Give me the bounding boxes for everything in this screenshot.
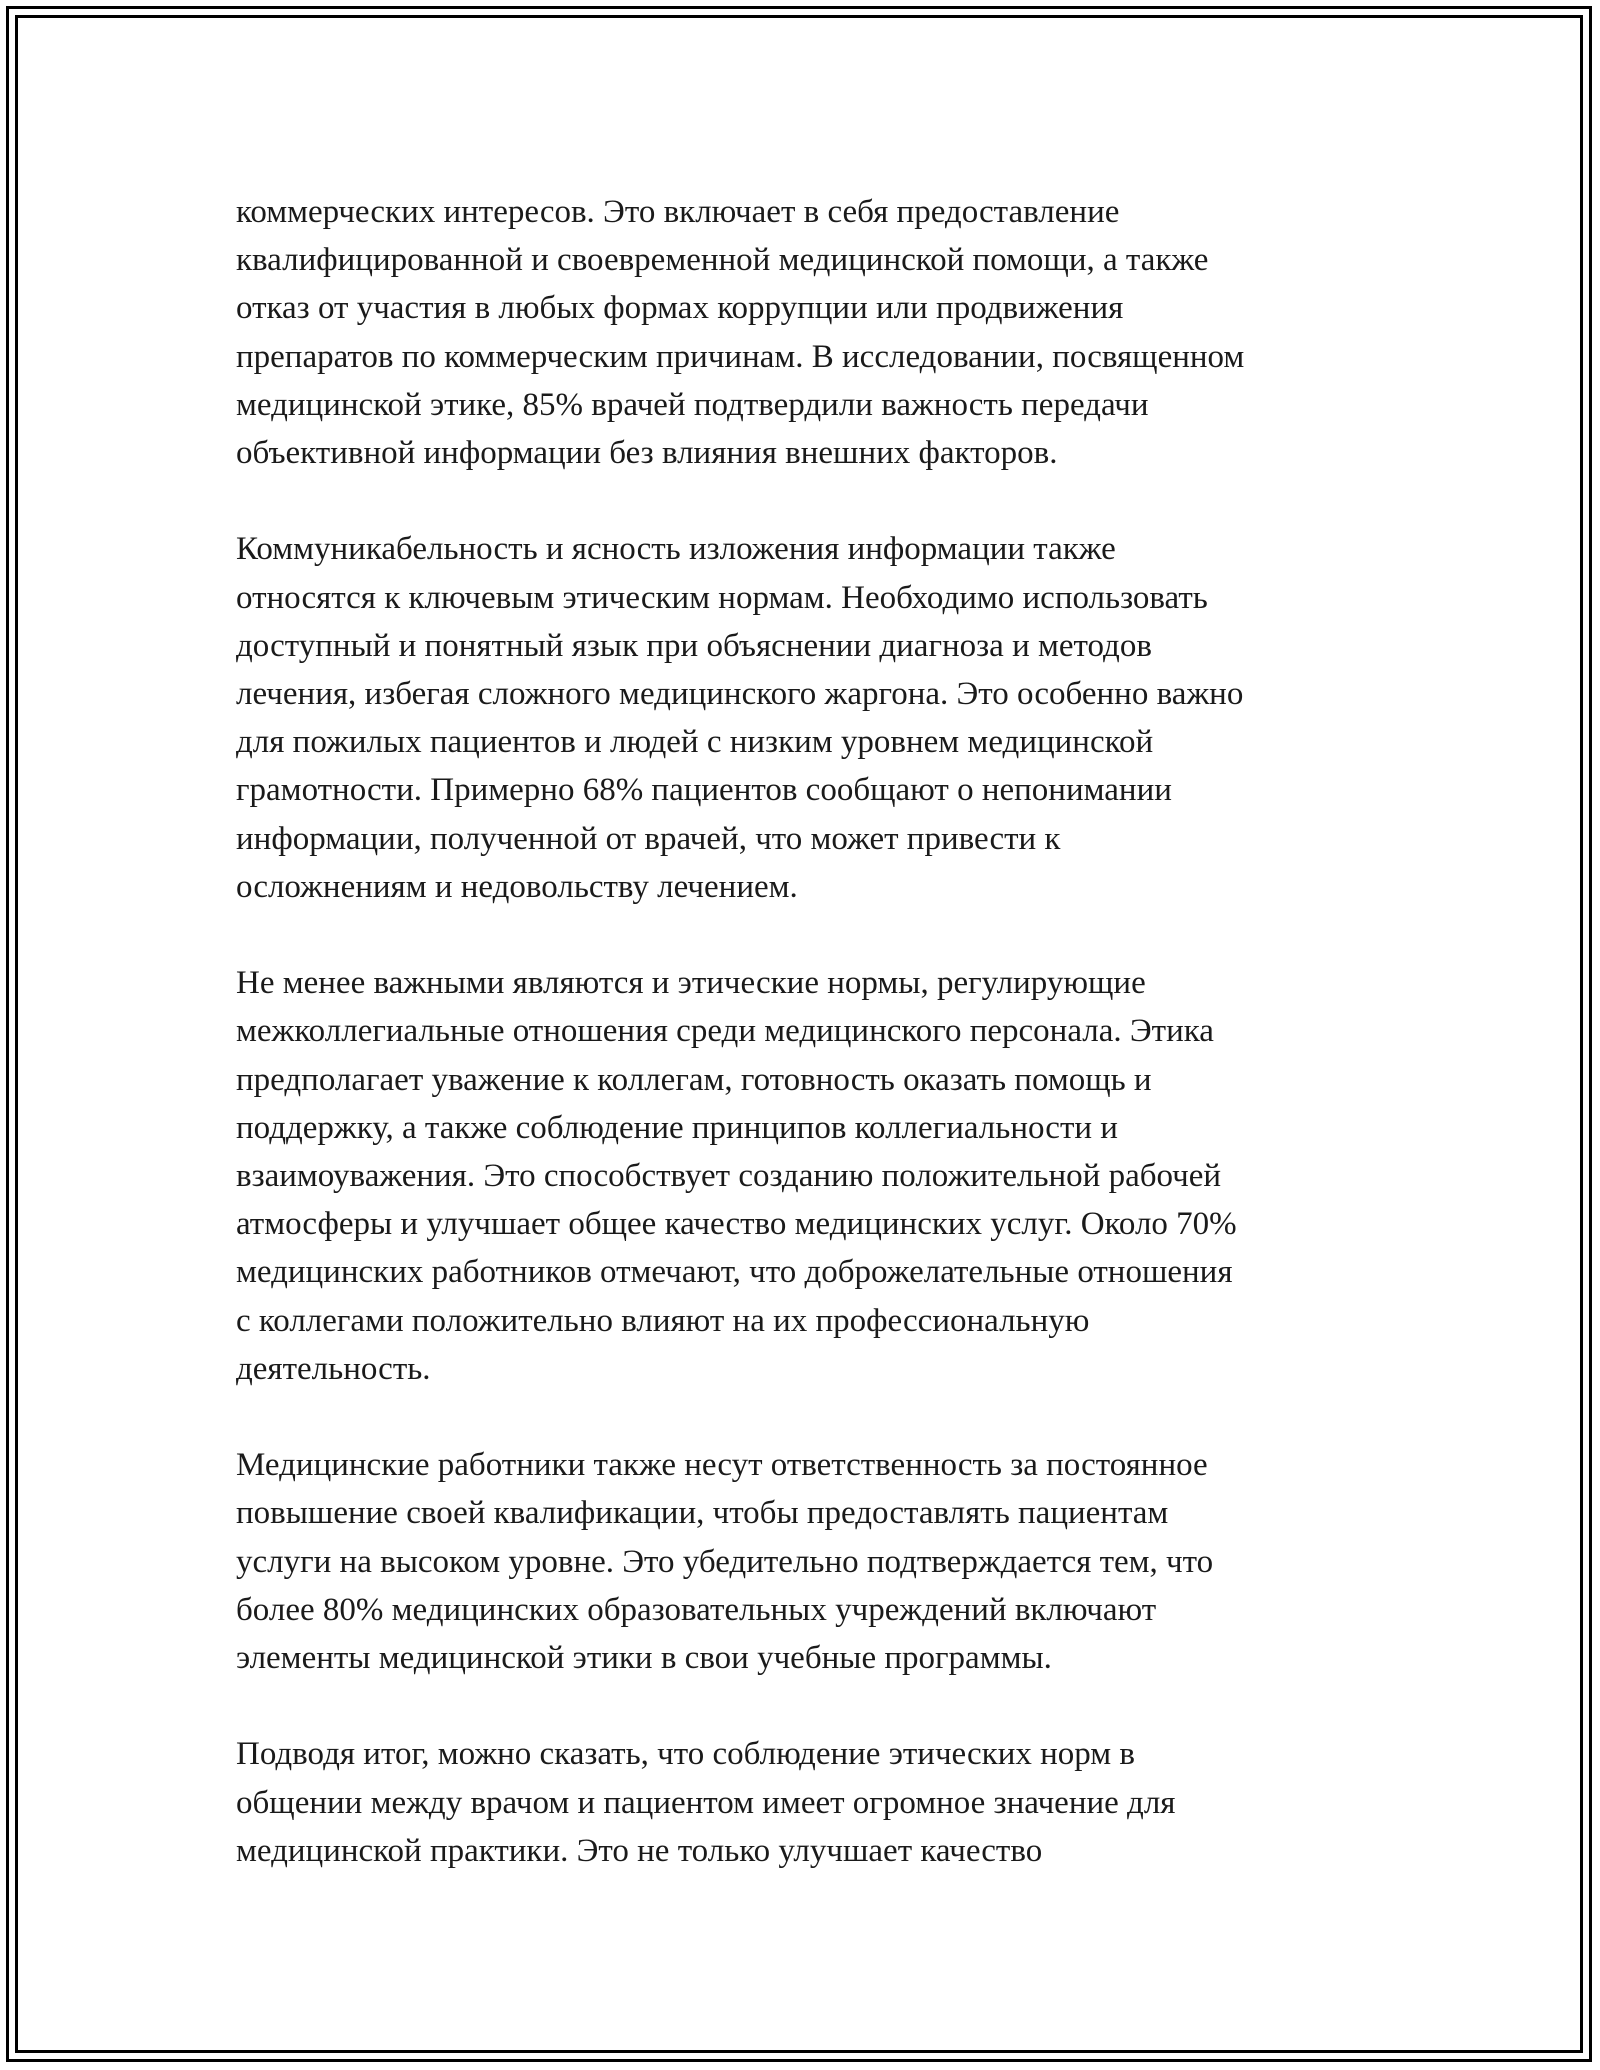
text-line: медицинской практики. Это не только улучшает качество <box>236 1832 1043 1869</box>
text-line: взаимоуважения. Это способствует созданию положительной рабочей <box>236 1158 1222 1195</box>
text-line: повышение своей квалификации, чтобы предоставлять пациентам <box>236 1495 1169 1532</box>
text-line: элементы медицинской этики в свои учебные программы. <box>236 1640 1052 1677</box>
text-line: квалифицированной и своевременной медицинской помощи, а также <box>236 242 1209 279</box>
text-line: с коллегами положительно влияют на их профессиональную <box>236 1302 1090 1339</box>
text-line: грамотности. Примерно 68% пациентов сообщают о непонимании <box>236 772 1172 809</box>
text-line: Не менее важными являются и этические нормы, регулирующие <box>236 965 1146 1002</box>
text-line: деятельность. <box>236 1350 431 1387</box>
paragraph-1 <box>236 188 1376 477</box>
paragraph-5 <box>236 1730 1376 1875</box>
text-line: осложнениям и недовольству лечением. <box>236 868 798 905</box>
text-line: Коммуникабельность и ясность изложения информации также <box>236 531 1116 568</box>
text-line: Подводя итог, можно сказать, что соблюдение этических норм в <box>236 1736 1135 1773</box>
text-line: Медицинские работники также несут ответственность за постоянное <box>236 1447 1208 1484</box>
text-line: медицинских работников отмечают, что доброжелательные отношения <box>236 1254 1233 1291</box>
document-body <box>236 188 1376 1923</box>
text-line: межколлегиальные отношения среди медицинского персонала. Этика <box>236 1013 1214 1050</box>
text-line: лечения, избегая сложного медицинского жаргона. Это особенно важно <box>236 676 1244 713</box>
paragraph-4 <box>236 1441 1376 1682</box>
text-line: коммерческих интересов. Это включает в себя предоставление <box>236 194 1120 230</box>
text-line: объективной информации без влияния внешних факторов. <box>236 435 1058 472</box>
paragraph-2 <box>236 525 1376 911</box>
text-line: относятся к ключевым этическим нормам. Необходимо использовать <box>236 579 1208 616</box>
text-line: доступный и понятный язык при объяснении диагноза и методов <box>236 627 1152 664</box>
text-line: атмосферы и улучшает общее качество медицинских услуг. Около 70% <box>236 1206 1237 1243</box>
text-line: более 80% медицинских образовательных учреждений включают <box>236 1591 1157 1628</box>
text-line: информации, полученной от врачей, что может привести к <box>236 820 1061 857</box>
text-line: медицинской этике, 85% врачей подтвердили важность передачи <box>236 386 1149 423</box>
paragraph-3 <box>236 959 1376 1393</box>
text-line: поддержку, а также соблюдение принципов коллегиальности и <box>236 1109 1118 1146</box>
text-line: для пожилых пациентов и людей с низким уровнем медицинской <box>236 724 1154 761</box>
text-line: услуги на высоком уровне. Это убедительно подтверждается тем, что <box>236 1543 1214 1580</box>
text-line: общении между врачом и пациентом имеет огромное значение для <box>236 1784 1176 1821</box>
text-line: препаратов по коммерческим причинам. В исследовании, посвященном <box>236 338 1245 375</box>
text-line: предполагает уважение к коллегам, готовность оказать помощь и <box>236 1061 1152 1098</box>
text-line: отказ от участия в любых формах коррупции или продвижения <box>236 290 1124 327</box>
